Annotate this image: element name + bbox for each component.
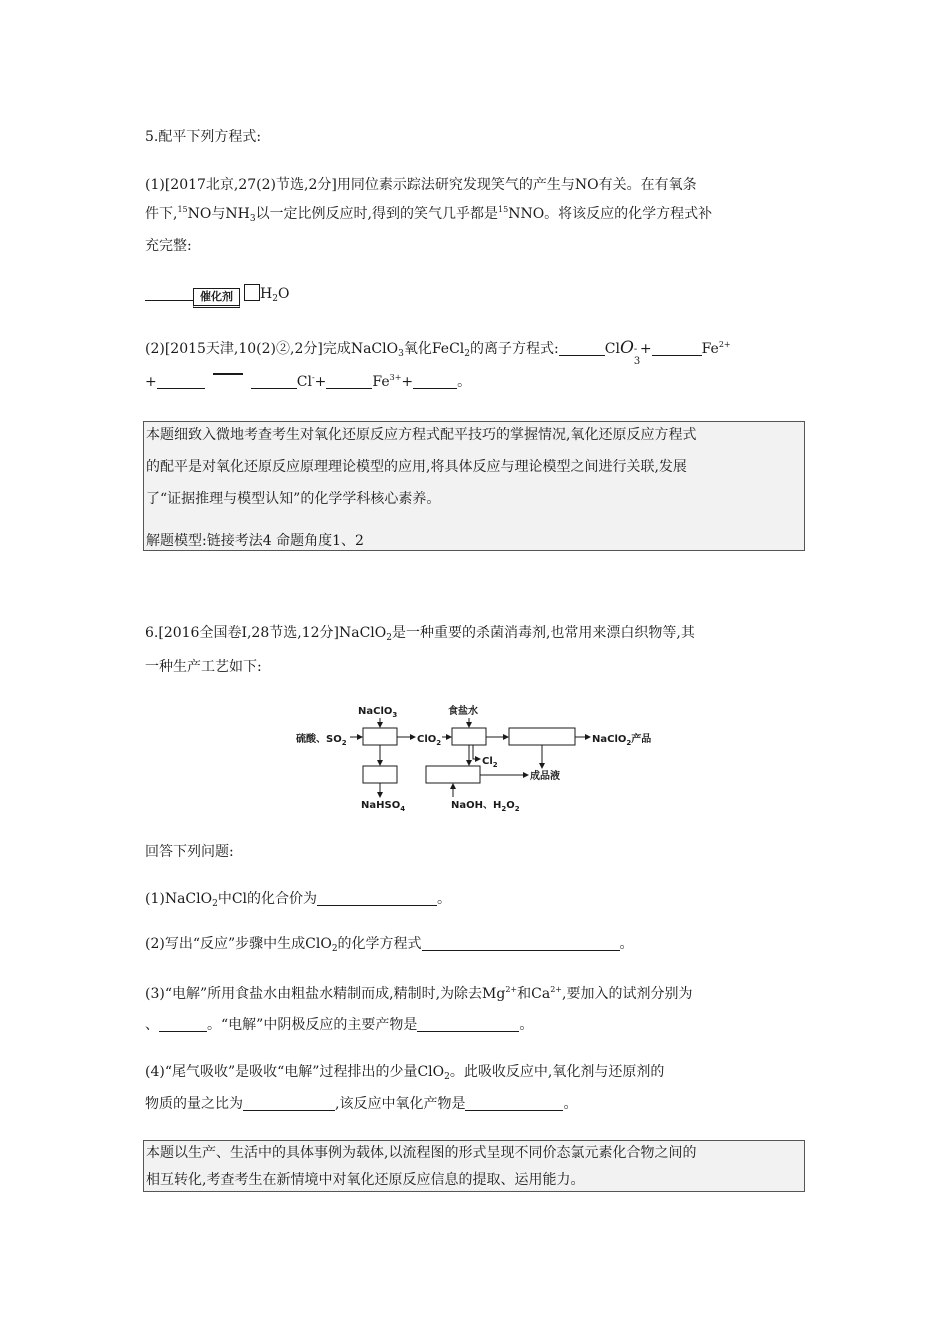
answer-blank[interactable] <box>157 373 205 389</box>
answer-blank[interactable] <box>559 340 605 356</box>
box-crystallize <box>509 728 575 745</box>
q6-sub3-line1: (3)“电解”所用食盐水由粗盐水精制而成,精制时,为除去$Mg^{2+}$和$Ca^{2+}$,要加入的试剂分别为 <box>145 985 693 1002</box>
q5-p1-line1: (1)[2017北京,27(2)节选,2分]用同位素示踪法研究发现笑气的产生与NO有关。在有氧条 <box>145 177 697 193</box>
answer-blank[interactable] <box>251 373 297 389</box>
q5-p1-line2: 件下,$^{15}$NO与$NH_3$以一定比例反应时,得到的笑气几乎都是$^{15}$NNO。将该反应的化学方程式补 <box>145 205 713 224</box>
label-naoh-h2o2: NaOH、$H_2O_2$ <box>451 800 520 813</box>
q6-note-box <box>143 1140 805 1192</box>
q5-p1-line3: 充完整: <box>145 238 192 254</box>
q6-sub3-line2: 、 。“电解”中阴极反应的主要产物是 。 <box>145 1017 534 1033</box>
answer-blank[interactable] <box>465 1095 563 1111</box>
q5-note-box <box>143 421 805 551</box>
label-clo2: ClO$_2$ <box>417 734 442 747</box>
box-reaction <box>363 728 397 745</box>
note-text: 解题模型:链接考法4 命题角度1、2 <box>146 533 364 549</box>
label-cl2: $Cl_2$ <box>482 756 498 769</box>
box-recycle <box>363 766 397 783</box>
label-naclo3: NaClO$_3$ <box>358 706 398 719</box>
box-electrolysis <box>452 728 486 745</box>
note-text: 相互转化,考查考生在新情境中对氧化还原反应信息的提取、运用能力。 <box>146 1172 585 1188</box>
answer-blank[interactable] <box>243 1095 335 1111</box>
answer-blank[interactable] <box>417 1016 519 1032</box>
note-text: 本题细致入微地考查考生对氧化还原反应方程式配平技巧的掌握情况,氧化还原反应方程式 <box>146 427 697 443</box>
label-naclo2-product: NaClO$_2$产品 <box>592 734 652 747</box>
q5-title: 5.配平下列方程式: <box>145 129 262 145</box>
q6-answer-intro: 回答下列问题: <box>145 844 234 860</box>
answer-blank[interactable] <box>317 890 437 906</box>
q5-p2-line1: (2)[2015天津,10(2)②,2分]完成NaClO$_3$氧化FeCl$_2$的离子方程式: ClO - 3 + $Fe^{2+}$ <box>145 338 731 367</box>
answer-blank[interactable] <box>413 373 457 389</box>
label-acid-so2: 硫酸、$SO_2$ <box>296 734 347 747</box>
answer-blank[interactable] <box>159 1016 207 1032</box>
label-brine: 食盐水 <box>448 706 478 717</box>
q6-sub4-line2: 物质的量之比为 ,该反应中氧化产物是 。 <box>145 1096 578 1112</box>
note-text: 本题以生产、生活中的具体事例为载体,以流程图的形式呈现不同价态氯元素化合物之间的 <box>146 1145 697 1161</box>
q6-sub2: (2)写出“反应”步骤中生成ClO$_2$的化学方程式 。 <box>145 936 634 954</box>
box-tail-gas <box>426 766 480 783</box>
equals-bar <box>213 373 243 375</box>
label-nahso4: NaHSO$_4$ <box>361 800 406 813</box>
q6-sub4-line1: (4)“尾气吸收”是吸收“电解”过程排出的少量ClO$_2$。此吸收反应中,氧化剂与还原剂的 <box>145 1064 665 1082</box>
q5-p2-line2: + $Cl^-+ Fe^{3+}+$ 。 <box>145 373 472 390</box>
note-text: 的配平是对氧化还原反应原理理论模型的应用,将具体反应与理论模型之间进行关联,发展 <box>146 459 687 475</box>
note-text: 了“证据推理与模型认知”的化学学科核心素养。 <box>146 491 441 507</box>
q6-line2: 一种生产工艺如下: <box>145 659 262 675</box>
answer-blank[interactable] <box>145 285 193 301</box>
q5-equation-1: 催化剂 $H_2O$ <box>145 283 289 308</box>
process-flow-diagram <box>290 700 670 815</box>
answer-box[interactable] <box>244 284 260 301</box>
answer-blank[interactable] <box>652 340 702 356</box>
catalyst-arrow: 催化剂 <box>193 288 240 308</box>
label-product-liquid: 成品液 <box>530 771 560 782</box>
q6-line1: 6.[2016全国卷Ⅰ,28节选,12分]NaClO$_2$是一种重要的杀菌消毒剂,也常用来漂白织物等,其 <box>145 625 695 643</box>
answer-blank[interactable] <box>422 935 620 951</box>
answer-blank[interactable] <box>326 373 372 389</box>
q6-sub1: (1)NaClO$_2$中Cl的化合价为 。 <box>145 891 452 909</box>
